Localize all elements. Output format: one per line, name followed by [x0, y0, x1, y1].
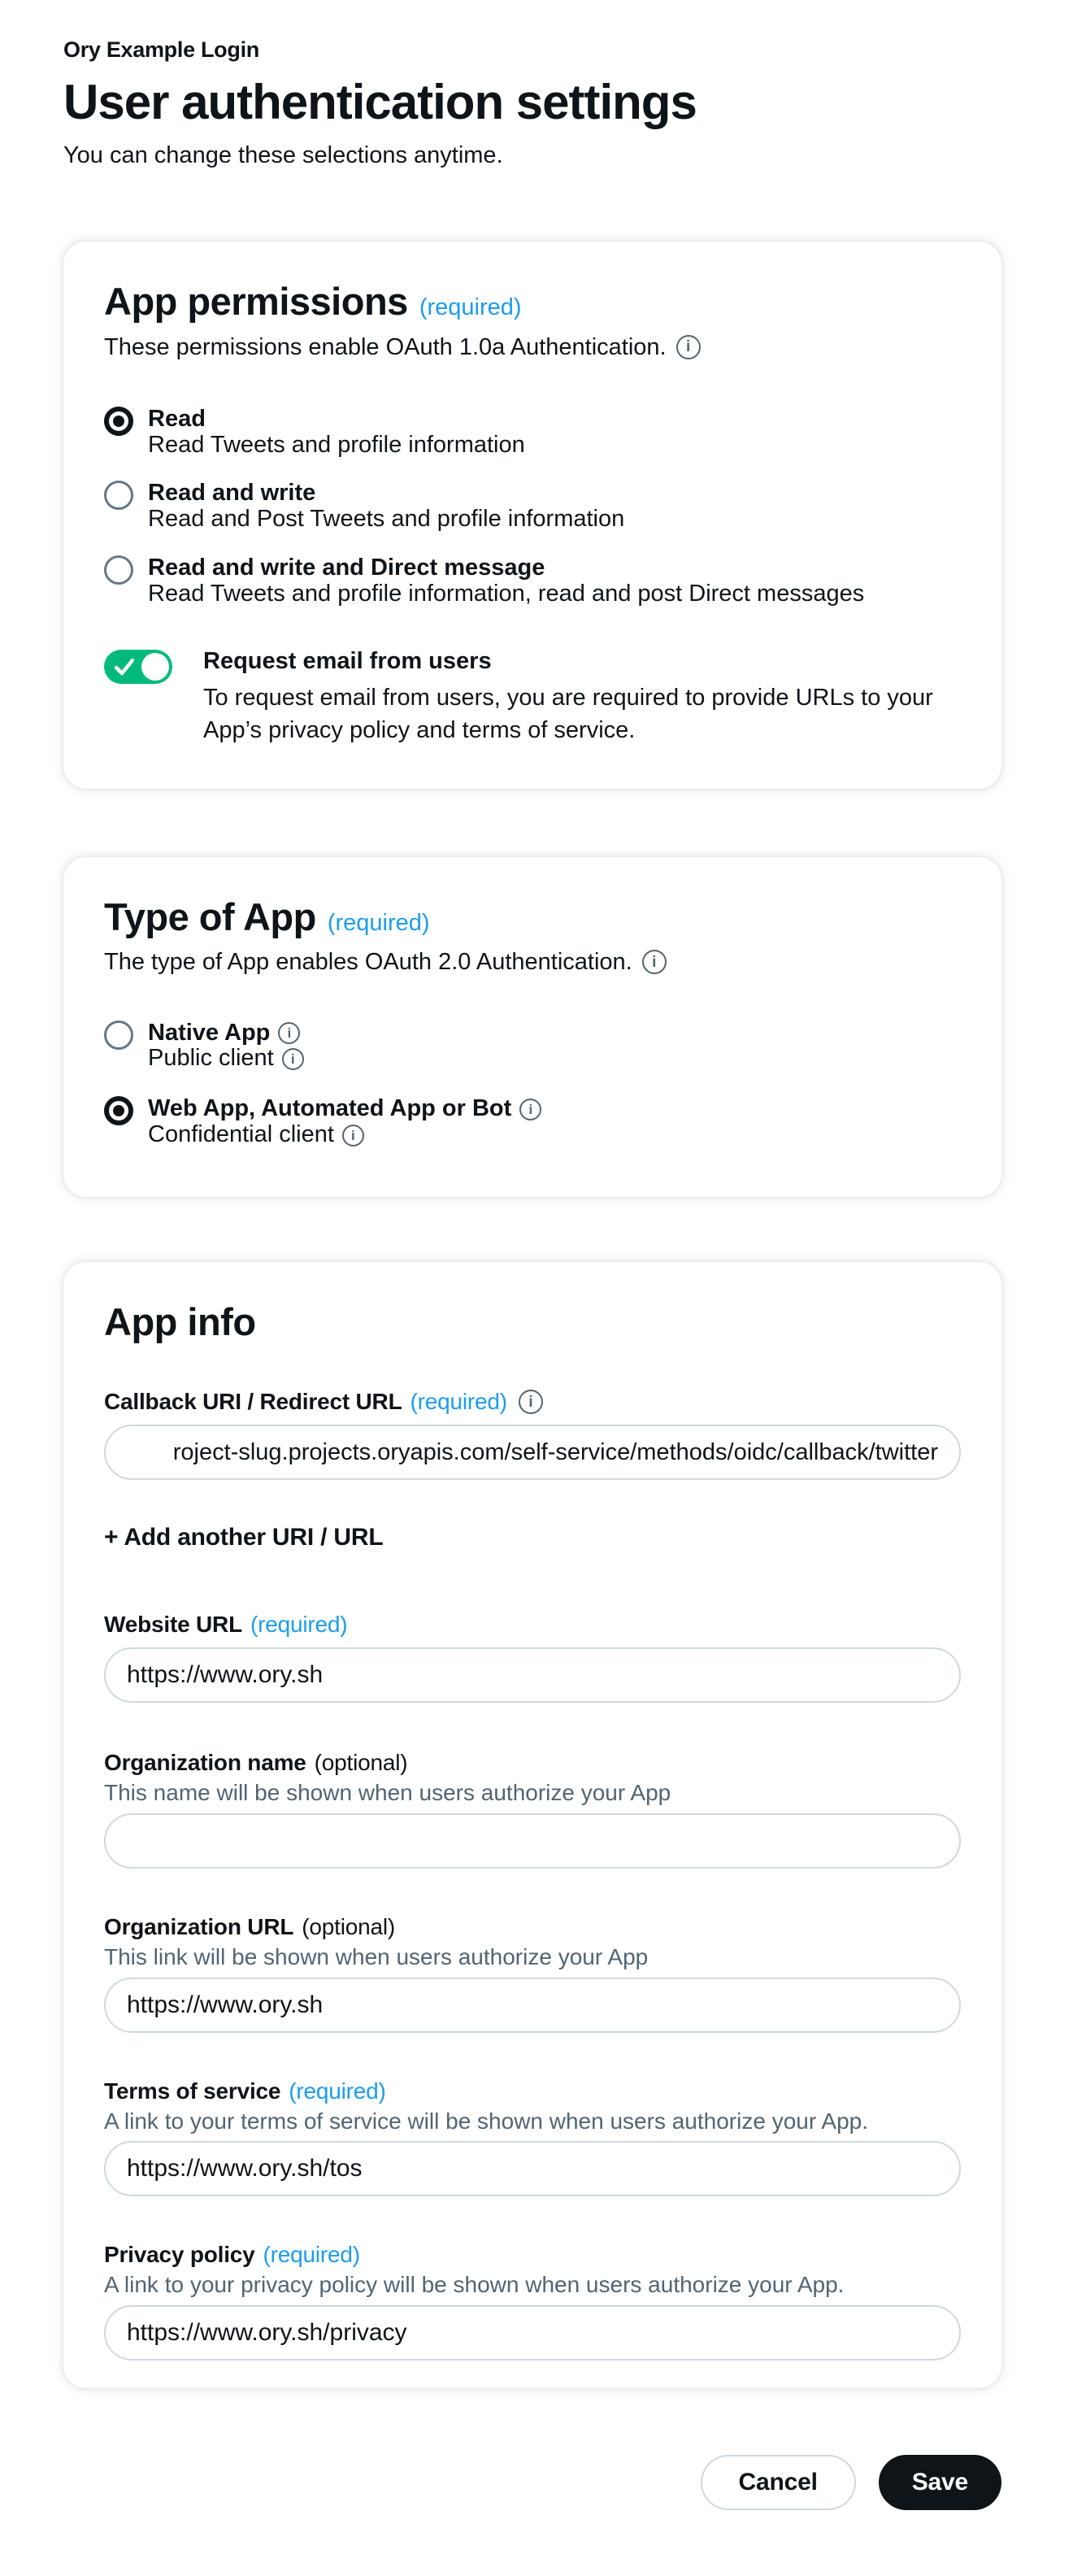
organization-name-label-text: Organization name: [104, 1750, 306, 1776]
email-toggle-description: To request email from users, you are required to provide URLs to your App’s privacy policy and terms of service.: [203, 685, 933, 744]
terms-of-service-field: [104, 2078, 961, 2197]
organization-name-label: [104, 1750, 961, 1776]
type-of-app-description: [104, 945, 961, 979]
radio-native-app-sublabel: [148, 1046, 304, 1072]
app-permissions-title: App permissions: [104, 280, 408, 324]
optional-label: (optional): [302, 1914, 395, 1940]
privacy-policy-helper: A link to your privacy policy will be shown when users authorize your App.: [104, 2272, 845, 2298]
radio-option-read[interactable]: [104, 407, 961, 459]
toggle-knob: [141, 653, 169, 681]
required-label: (required): [250, 1612, 348, 1638]
type-of-app-title: Type of App: [104, 895, 316, 939]
app-permissions-card: [63, 242, 1001, 789]
radio-read-write-label: Read and write: [148, 480, 316, 507]
radio-web-app-sublabel-text: Confidential client: [148, 1121, 334, 1148]
radio-web-app-label: [148, 1096, 541, 1122]
radio-option-web-app[interactable]: [104, 1096, 961, 1148]
info-icon[interactable]: i: [676, 335, 701, 359]
organization-name-field: [104, 1750, 961, 1869]
save-button[interactable]: Save: [879, 2455, 1001, 2510]
add-uri-button[interactable]: + Add another URI / URL: [104, 1524, 384, 1551]
radio-read-label: Read: [148, 405, 206, 432]
radio-read-text: [148, 407, 525, 459]
app-permissions-description-text: These permissions enable OAuth 1.0a Authentication.: [104, 333, 667, 360]
callback-url-label: [104, 1389, 961, 1415]
callback-url-field: [104, 1389, 961, 1480]
radio-option-native-app[interactable]: [104, 1020, 961, 1073]
radio-read-write-dm-label: Read and write and Direct message: [148, 555, 545, 581]
radio-web-app-sublabel: [148, 1122, 541, 1148]
website-url-input[interactable]: [104, 1647, 961, 1703]
required-label: (required): [419, 294, 522, 321]
radio-read-description: Read Tweets and profile information: [148, 431, 525, 458]
privacy-policy-input[interactable]: [104, 2305, 961, 2361]
radio-option-read-write-dm[interactable]: [104, 555, 961, 607]
callback-url-input[interactable]: [104, 1425, 961, 1480]
info-icon[interactable]: i: [342, 1125, 364, 1147]
info-icon[interactable]: i: [642, 950, 667, 974]
radio-native-app-sublabel-text: Public client: [148, 1045, 274, 1072]
privacy-policy-label-text: Privacy policy: [104, 2242, 255, 2268]
app-info-header: [104, 1299, 961, 1345]
info-icon[interactable]: i: [278, 1022, 300, 1044]
radio-read[interactable]: [104, 407, 133, 436]
privacy-policy-label: [104, 2242, 961, 2268]
radio-native-app-label: [148, 1020, 304, 1046]
app-permissions-options: [104, 407, 961, 607]
page-subtitle: You can change these selections anytime.: [63, 142, 503, 168]
website-url-label: [104, 1612, 961, 1638]
check-icon: [115, 659, 134, 677]
organization-name-input[interactable]: [104, 1813, 961, 1869]
required-label: (required): [410, 1389, 507, 1415]
radio-option-read-write[interactable]: [104, 481, 961, 533]
organization-url-field: [104, 1914, 961, 2033]
info-icon[interactable]: i: [519, 1390, 543, 1414]
website-url-field: [104, 1612, 961, 1703]
radio-read-write-dm-description: Read Tweets and profile information, read and post Direct messages: [148, 581, 865, 607]
privacy-policy-field: [104, 2242, 961, 2361]
callback-url-label-text: Callback URI / Redirect URL: [104, 1389, 402, 1415]
organization-url-input[interactable]: [104, 1978, 961, 2033]
app-info-title: App info: [104, 1300, 256, 1344]
type-of-app-description-text: The type of App enables OAuth 2.0 Authentication.: [104, 949, 632, 976]
optional-label: (optional): [314, 1750, 408, 1776]
radio-read-write[interactable]: [104, 481, 133, 510]
organization-url-label-text: Organization URL: [104, 1914, 294, 1940]
app-label: Ory Example Login: [63, 37, 259, 62]
radio-web-app-label-text: Web App, Automated App or Bot: [148, 1095, 512, 1122]
type-of-app-card: [63, 857, 1001, 1197]
terms-of-service-label: [104, 2078, 961, 2104]
page-title: User authentication settings: [63, 75, 697, 129]
info-icon[interactable]: i: [519, 1099, 541, 1120]
type-of-app-header: [104, 894, 961, 940]
cancel-button[interactable]: Cancel: [701, 2455, 856, 2510]
type-of-app-options: [104, 1020, 961, 1149]
radio-web-app-text: [148, 1096, 541, 1148]
required-label: (required): [263, 2242, 360, 2268]
callback-url-value: roject-slug.projects.oryapis.com/self-service/methods/oidc/callback/twitter: [172, 1438, 938, 1465]
email-toggle-text: [203, 648, 961, 746]
app-permissions-header: [104, 279, 961, 324]
radio-native-app-text: [148, 1020, 304, 1073]
required-label: (required): [327, 910, 430, 937]
radio-native-app[interactable]: [104, 1020, 133, 1050]
terms-of-service-helper: A link to your terms of service will be shown when users authorize your App.: [104, 2108, 868, 2134]
website-url-label-text: Website URL: [104, 1612, 242, 1638]
info-icon[interactable]: i: [282, 1048, 304, 1070]
organization-name-helper: This name will be shown when users authorize your App: [104, 1780, 671, 1806]
radio-read-write-dm-text: [148, 555, 864, 607]
terms-of-service-input[interactable]: [104, 2141, 961, 2196]
radio-read-write-text: [148, 481, 624, 533]
app-info-card: [63, 1262, 1001, 2388]
email-toggle-row: [104, 648, 961, 746]
required-label: (required): [289, 2078, 386, 2104]
app-permissions-description: [104, 330, 961, 364]
radio-read-write-dm[interactable]: [104, 555, 133, 585]
radio-web-app[interactable]: [104, 1096, 133, 1125]
email-toggle[interactable]: [104, 650, 172, 684]
organization-url-label: [104, 1914, 961, 1940]
radio-native-app-label-text: Native App: [148, 1019, 271, 1046]
footer-actions: [63, 2455, 1001, 2510]
email-toggle-label: Request email from users: [203, 648, 492, 675]
radio-read-write-description: Read and Post Tweets and profile information: [148, 506, 625, 533]
organization-url-helper: This link will be shown when users authorize your App: [104, 1944, 649, 1970]
terms-of-service-label-text: Terms of service: [104, 2078, 281, 2104]
